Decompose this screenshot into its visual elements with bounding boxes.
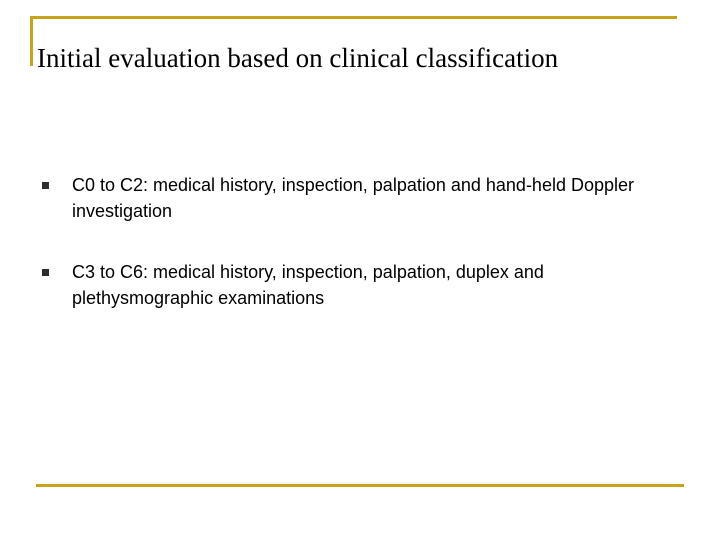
bullet-item-c3-c6 — [40, 259, 680, 311]
slide-title: Initial evaluation based on clinical classification — [37, 43, 559, 73]
bullet-list — [40, 172, 680, 346]
bottom-frame-line — [36, 484, 684, 487]
square-bullet-icon — [42, 269, 49, 276]
bullet-text: C3 to C6: medical history, inspection, palpation, duplex and plethysmographic examinations — [72, 262, 544, 308]
top-frame-line — [30, 16, 677, 19]
bullet-text: C0 to C2: medical history, inspection, palpation and hand-held Doppler investigation — [72, 175, 634, 221]
top-frame-tick — [30, 16, 33, 66]
square-bullet-icon — [42, 182, 49, 189]
bullet-item-c0-c2 — [40, 172, 680, 224]
